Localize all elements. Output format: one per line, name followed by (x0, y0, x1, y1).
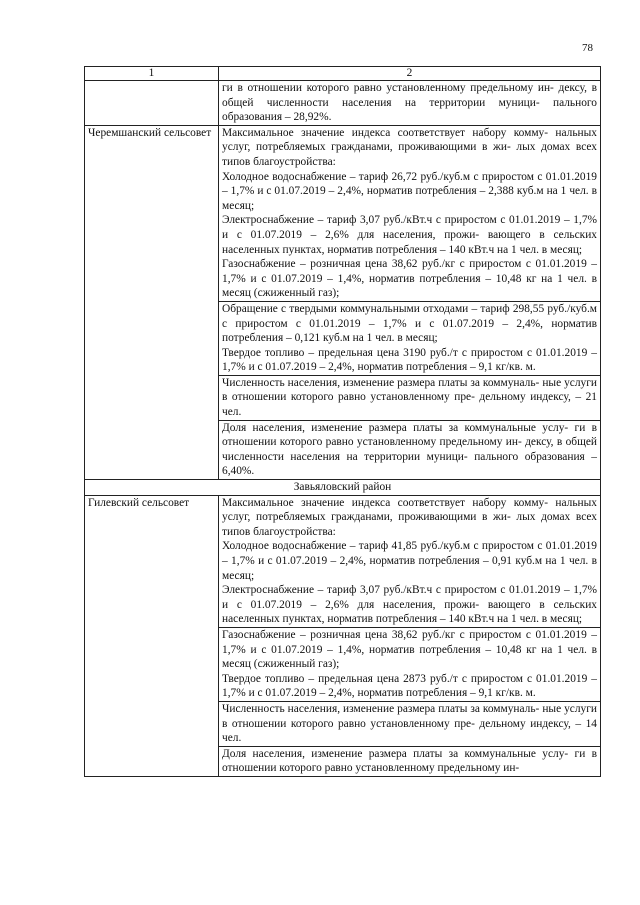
paragraph: Электроснабжение – тариф 3,07 руб./кВт.ч с приростом с 01.01.2019 – 1,7% и с 01.07.2019 – 2,6% для населения, прожи- вающего в сельских населенных пунктах, норматив потребления – 140 кВт.ч на 1 чел. в месяц; (222, 214, 597, 256)
paragraph: Твердое топливо – предельная цена 2873 руб./т с приростом с 01.01.2019 – 1,7% и с 01.07.2019 – 2,4%, норматив потребления – 9,1 кг/кв. м. (222, 672, 597, 700)
description-cell (219, 81, 601, 126)
paragraph: ги в отношении которого равно установленному предельному ин- дексу, в общей численности населения на территории муници- пального образования – 28,92%. (222, 82, 597, 124)
table-header-row (85, 67, 601, 81)
municipality-cell: Гилевский сельсовет (85, 495, 219, 776)
table-row-district (85, 480, 601, 496)
paragraph: Численность населения, изменение размера платы за коммуналь- ные услуги в отношении которого равно установленному пре- дельному индексу, – 14 чел. (222, 702, 597, 745)
district-heading: Завьяловский район (85, 480, 601, 496)
paragraph: Доля населения, изменение размера платы за коммунальные услу- ги в отношении которого равно установленному предельному ин- дексу, в общей численности населения на территории муници- пального образования – 6,40%. (222, 421, 597, 478)
table-row-continuation (85, 81, 601, 126)
municipality-cell: Черемшанский сельсовет (85, 125, 219, 479)
paragraph: Электроснабжение – тариф 3,07 руб./кВт.ч с приростом с 01.01.2019 – 1,7% и с 01.07.2019 – 2,6% для населения, прожи- вающего в сельских населенных пунктах, норматив потребления – 140 кВт.ч на 1 чел. в месяц; (222, 584, 597, 626)
tariff-table (84, 66, 601, 777)
table-row-gilevsky (85, 495, 601, 776)
paragraph: Максимальное значение индекса соответствует набору комму- нальных услуг, потребляемых гражданами, проживающими в жи- лых домах всех типов благоустройства: (222, 496, 597, 538)
page-number: 78 (582, 42, 593, 54)
paragraph: Холодное водоснабжение – тариф 41,85 руб./куб.м с приростом с 01.01.2019 – 1,7% и с 01.07.2019 – 2,4%, норматив потребления – 0,91 куб.м на 1 чел. в месяц; (222, 540, 597, 582)
paragraph: Холодное водоснабжение – тариф 26,72 руб./куб.м с приростом с 01.01.2019 – 1,7% и с 01.07.2019 – 2,4%, норматив потребления – 2,388 куб.м на 1 чел. в месяц; (222, 170, 597, 212)
description-cell (219, 495, 601, 776)
paragraph: Численность населения, изменение размера платы за коммуналь- ные услуги в отношении которого равно установленному пре- дельному индексу, – 21 чел. (222, 376, 597, 419)
municipality-cell-empty (85, 81, 219, 126)
paragraph: Газоснабжение – розничная цена 38,62 руб./кг с приростом с 01.01.2019 – 1,7% и с 01.07.2019 – 1,4%, норматив потребления – 10,48 кг на 1 чел. в месяц (сжиженный газ); (222, 628, 597, 671)
column-header-1: 1 (85, 67, 219, 81)
paragraph: Твердое топливо – предельная цена 3190 руб./т с приростом с 01.01.2019 – 1,7% и с 01.07.2019 – 2,4%, норматив потребления – 9,1 кг/кв. м. (222, 346, 597, 374)
description-cell (219, 125, 601, 479)
table-row-cheremshansky (85, 125, 601, 479)
paragraph: Газоснабжение – розничная цена 38,62 руб./кг с приростом с 01.01.2019 – 1,7% и с 01.07.2019 – 1,4%, норматив потребления – 10,48 кг на 1 чел. в месяц (сжиженный газ); (222, 258, 597, 300)
paragraph: Обращение с твердыми коммунальными отходами – тариф 298,55 руб./куб.м с приростом с 01.01.2019 – 1,7% и с 01.07.2019 – 2,4%, норматив потребления – 0,121 куб.м на 1 чел. в месяц; (222, 302, 597, 345)
column-header-2: 2 (219, 67, 601, 81)
paragraph: Максимальное значение индекса соответствует набору комму- нальных услуг, потребляемых гражданами, проживающими в жи- лых домах всех типов благоустройства: (222, 126, 597, 168)
paragraph: Доля населения, изменение размера платы за коммунальные услу- ги в отношении которого равно установленному предельному ин- (222, 747, 597, 775)
